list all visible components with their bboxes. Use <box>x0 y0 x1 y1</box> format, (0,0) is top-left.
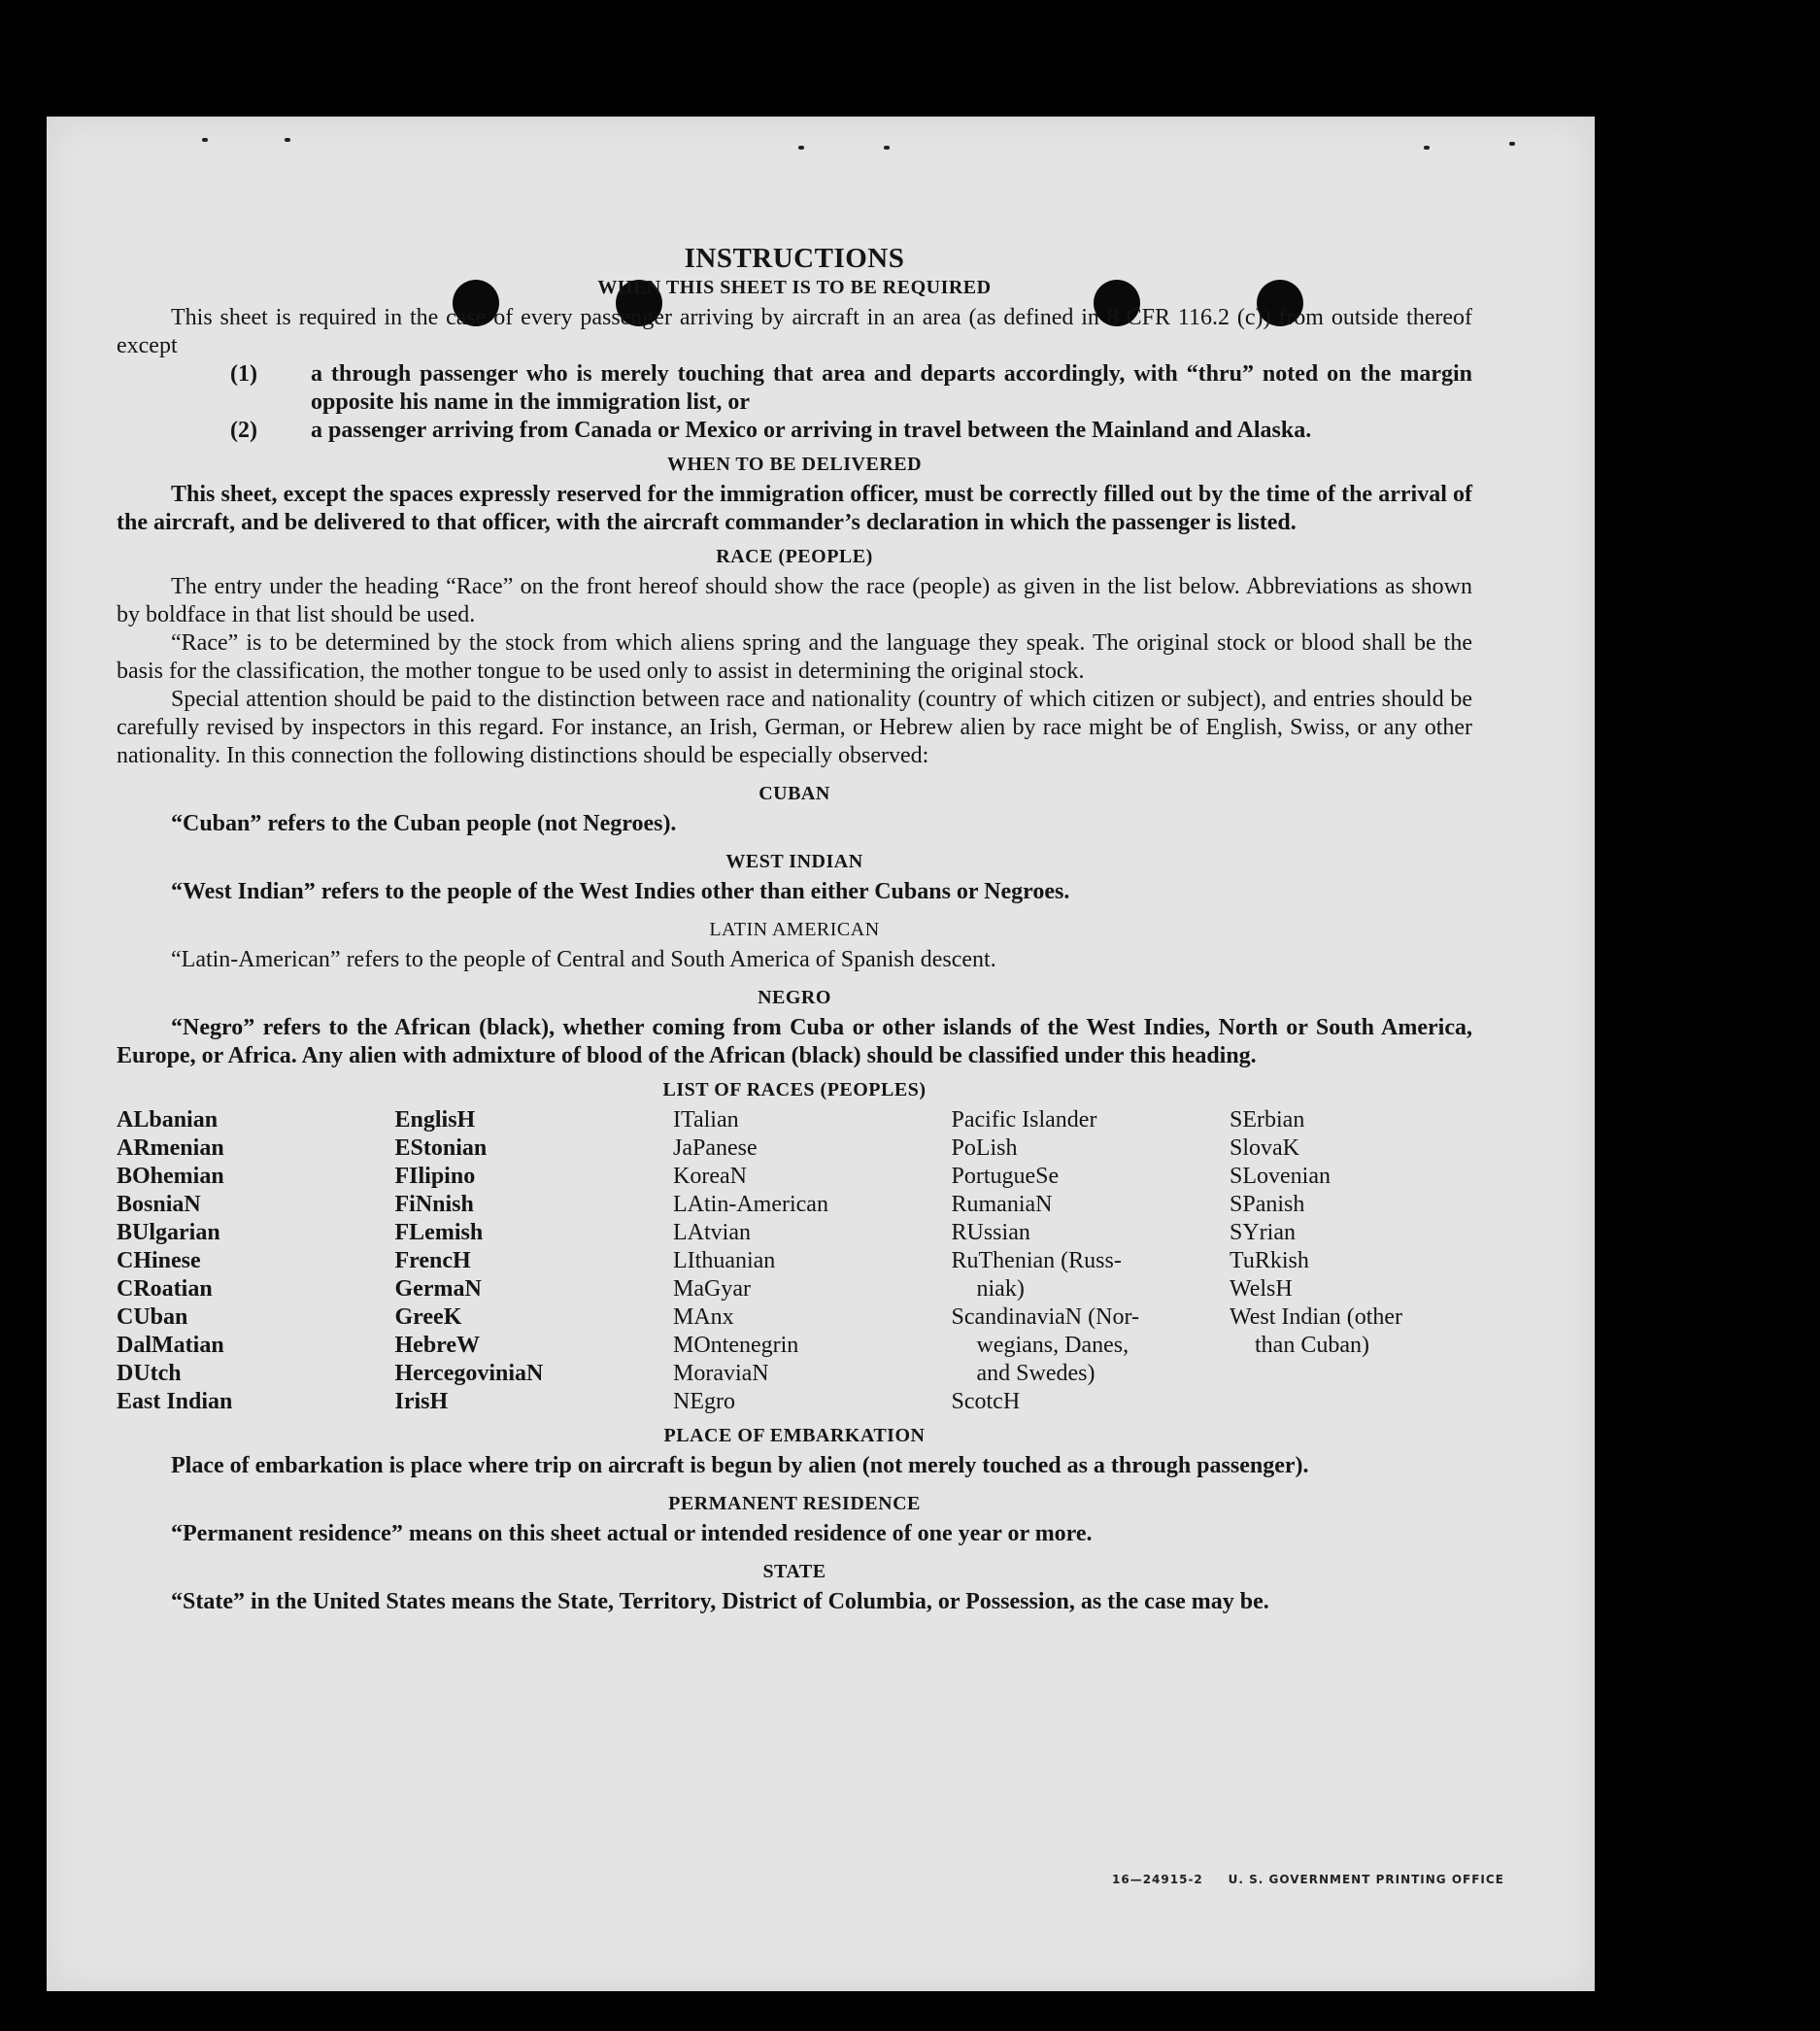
race-item: GermaN <box>394 1276 482 1302</box>
race-item: FLemish <box>394 1220 484 1245</box>
race-item: IrisH <box>394 1389 449 1414</box>
race-item: MaGyar <box>673 1276 751 1302</box>
race-item: Pacific Islander <box>951 1107 1097 1133</box>
section-heading: WHEN TO BE DELIVERED <box>666 454 923 475</box>
races-column <box>952 1106 1224 1416</box>
race-item: CUban <box>117 1304 188 1330</box>
race-item: PoLish <box>951 1135 1018 1161</box>
paragraph: This sheet, except the spaces expressly reserved for the immigration officer, must be correctly filled out by the time of the arrival of the aircraft, and be delivered to that officer, with the aircraft commander’s declaration in which the passenger is listed. <box>117 482 1472 535</box>
race-item: BosniaN <box>117 1192 201 1217</box>
races-list <box>117 1106 1472 1416</box>
races-column <box>117 1106 388 1416</box>
paragraph: Special attention should be paid to the distinction between race and nationality (country of which citizen or subject), and entries should be carefully revised by inspectors in this regard. For instance, an Irish, German, or Hebrew alien by race might be of English, Swiss, or any other nationality. In this connection the following distinctions should be especially observed: <box>117 687 1472 768</box>
race-item: EnglisH <box>394 1107 476 1133</box>
paragraph: “State” in the United States means the State, Territory, District of Columbia, or Possession, as the case may be. <box>171 1589 1269 1614</box>
race-item: FiNnish <box>394 1192 474 1217</box>
paragraph: “Negro” refers to the African (black), whether coming from Cuba or other islands of the West Indies, North or South America, Europe, or Africa. Any alien with admixture of blood of the African (black) should be classified under this heading. <box>117 1015 1472 1068</box>
race-item: ScandinaviaN (Nor- <box>951 1304 1139 1330</box>
race-item: West Indian (other <box>1230 1304 1403 1330</box>
speck <box>884 146 890 150</box>
race-item: LAtvian <box>673 1220 751 1245</box>
race-item: RuThenian (Russ- <box>951 1248 1122 1273</box>
page-title: INSTRUCTIONS <box>684 243 905 274</box>
item-text: a through passenger who is merely touching that area and departs accordingly, with “thru” noted on the margin opposite his name in the immigration list, or <box>311 361 1472 415</box>
race-item: HebreW <box>394 1333 481 1358</box>
paragraph: “Race” is to be determined by the stock from which aliens spring and the language they speak. The original stock or blood shall be the basis for the classification, the mother tongue to be used only to assist in determining the original stock. <box>117 630 1472 684</box>
race-item: SLovenian <box>1230 1164 1331 1189</box>
race-item: TuRkish <box>1230 1248 1309 1273</box>
printer-credit: U. S. GOVERNMENT PRINTING OFFICE <box>1228 1873 1504 1886</box>
paragraph: “Permanent residence” means on this sheet actual or intended residence of one year or more. <box>171 1521 1093 1546</box>
race-item: BUlgarian <box>117 1220 220 1245</box>
race-item: niak) <box>976 1276 1025 1302</box>
race-item: KoreaN <box>673 1164 747 1189</box>
race-item: FrencH <box>394 1248 471 1273</box>
paragraph: “Latin-American” refers to the people of Central and South America of Spanish descent. <box>171 947 996 972</box>
race-item: CHinese <box>117 1248 201 1273</box>
race-item: EStonian <box>394 1135 488 1161</box>
section-heading: LATIN AMERICAN <box>709 919 880 940</box>
race-item: than Cuban) <box>1255 1333 1369 1358</box>
race-item: HercegoviniaN <box>394 1361 544 1386</box>
race-item: BOhemian <box>117 1164 224 1189</box>
item-number: (1) <box>230 361 257 387</box>
section-heading: RACE (PEOPLE) <box>716 546 873 567</box>
print-code <box>1112 1873 1504 1886</box>
item-number: (2) <box>230 418 257 443</box>
paragraph: Place of embarkation is place where trip on aircraft is begun by alien (not merely touched as a through passenger). <box>171 1453 1309 1478</box>
race-item: SYrian <box>1230 1220 1296 1245</box>
race-item: ARmenian <box>117 1135 224 1161</box>
race-item: and Swedes) <box>976 1361 1095 1386</box>
race-item: RumaniaN <box>951 1192 1053 1217</box>
race-item: SErbian <box>1230 1107 1305 1133</box>
speck <box>1424 146 1430 150</box>
race-item: East Indian <box>117 1389 233 1414</box>
race-item: ITalian <box>673 1107 739 1133</box>
section-heading: STATE <box>762 1561 826 1582</box>
race-item: MAnx <box>673 1304 734 1330</box>
race-item: LAtin-American <box>673 1192 828 1217</box>
race-item: CRoatian <box>117 1276 213 1302</box>
instructions-content <box>117 241 1472 1616</box>
paragraph: “Cuban” refers to the Cuban people (not Negroes). <box>171 811 677 836</box>
race-item: DalMatian <box>117 1333 224 1358</box>
race-item: NEgro <box>673 1389 735 1414</box>
exception-list <box>117 360 1472 445</box>
paragraph: The entry under the heading “Race” on the front hereof should show the race (people) as given in the list below. Abbreviations as shown by boldface in that list should be used. <box>117 574 1472 627</box>
race-item: DUtch <box>117 1361 182 1386</box>
races-column <box>673 1106 945 1416</box>
race-item: GreeK <box>394 1304 462 1330</box>
race-item: SPanish <box>1230 1192 1305 1217</box>
race-item: JaPanese <box>673 1135 758 1161</box>
speck <box>202 138 208 142</box>
paragraph: This sheet is required in the case of every passenger arriving by aircraft in an area (as defined in 8 CFR 116.2 (c)) from outside thereof except <box>117 305 1472 358</box>
speck <box>1509 142 1515 146</box>
race-item: WelsH <box>1230 1276 1293 1302</box>
section-heading: WHEN THIS SHEET IS TO BE REQUIRED <box>597 277 992 298</box>
race-item: MOntenegrin <box>673 1333 799 1358</box>
form-code: 16—24915-2 <box>1112 1873 1203 1886</box>
race-item: SlovaK <box>1230 1135 1299 1161</box>
races-column <box>395 1106 667 1416</box>
section-heading: LIST OF RACES (PEOPLES) <box>662 1079 927 1100</box>
list-item <box>117 417 1472 445</box>
race-item: wegians, Danes, <box>976 1333 1129 1358</box>
races-column <box>1230 1106 1472 1416</box>
speck <box>798 146 804 150</box>
race-item: MoraviaN <box>673 1361 769 1386</box>
race-item: PortugueSe <box>951 1164 1060 1189</box>
section-heading: CUBAN <box>758 783 830 804</box>
paragraph: “West Indian” refers to the people of the West Indies other than either Cubans or Negroes. <box>171 879 1070 904</box>
race-item: RUssian <box>951 1220 1030 1245</box>
section-heading: NEGRO <box>758 987 831 1008</box>
item-text: a passenger arriving from Canada or Mexico or arriving in travel between the Mainland and Alaska. <box>311 418 1312 443</box>
race-item: LIthuanian <box>673 1248 776 1273</box>
list-item <box>117 360 1472 417</box>
section-heading: WEST INDIAN <box>725 851 863 872</box>
section-heading: PLACE OF EMBARKATION <box>663 1425 926 1446</box>
section-heading: PERMANENT RESIDENCE <box>668 1493 921 1514</box>
race-item: ALbanian <box>117 1107 219 1133</box>
race-item: FIlipino <box>394 1164 476 1189</box>
race-item: ScotcH <box>951 1389 1021 1414</box>
speck <box>285 138 290 142</box>
